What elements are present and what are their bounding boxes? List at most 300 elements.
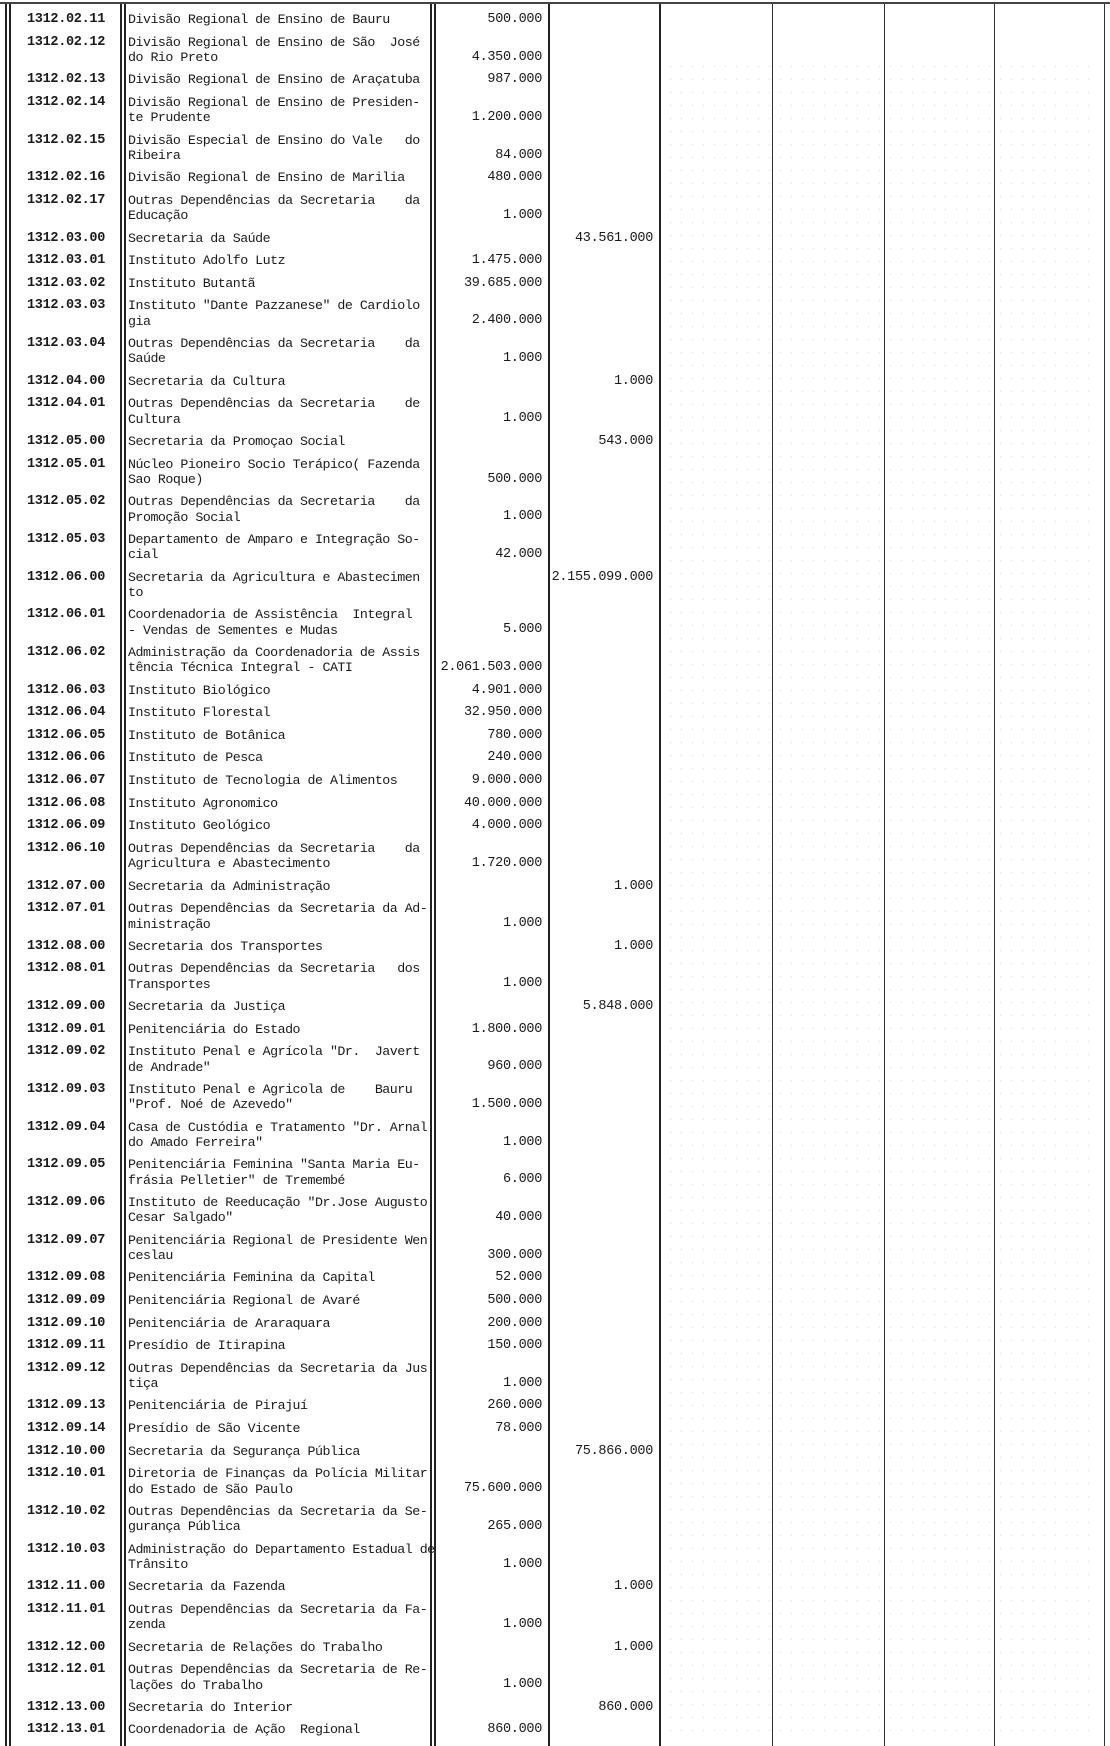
item-code: 1312.08.01 [26,961,105,977]
item-amount: 1.000 [502,1616,542,1632]
item-code: 1312.07.01 [26,901,105,917]
description-line: Instituto de Reeducação "Dr.Jose Augusto [128,1195,428,1211]
description-line: ceslau [128,1248,173,1264]
item-description [128,1195,428,1226]
table-row [0,958,1110,996]
table-row [0,1697,1110,1720]
item-code: 1312.10.01 [26,1466,105,1482]
item-description [128,396,428,427]
item-amount: 265.000 [487,1518,542,1534]
description-line: Instituto de Botânica [128,727,286,743]
description-line: Secretaria da Administração [128,878,330,894]
item-code: 1312.09.01 [26,1021,105,1037]
description-line: Outras Dependências da Secretaria da [128,192,420,208]
item-code: 1312.09.11 [26,1338,105,1354]
table-row [0,876,1110,899]
item-amount: 52.000 [495,1270,542,1286]
item-code: 1312.05.00 [26,433,105,449]
description-line: Secretaria da Justiça [128,999,286,1015]
item-amount: 1.200.000 [471,109,542,125]
item-description [128,1444,428,1459]
item-amount: 4.350.000 [471,49,542,65]
table-row [0,9,1110,32]
item-amount: 1.000 [502,916,542,932]
item-description [128,35,428,66]
item-amount: 39.685.000 [463,275,542,291]
item-code: 1312.11.01 [26,1601,105,1617]
item-amount: 1.000 [502,351,542,366]
table-row [0,680,1110,703]
item-amount: 987.000 [487,72,542,88]
item-description [128,193,428,224]
description-line: Ribeira [128,147,181,163]
description-line: Administração da Coordenadoria de Assis [128,645,420,660]
item-code: 1312.09.13 [26,1398,105,1414]
table-row [0,996,1110,1019]
description-line: to [128,585,143,601]
item-amount: 5.000 [502,622,542,638]
table-row [0,1041,1110,1079]
description-line: Divisão Regional de Ensino de Marilia [128,170,405,186]
description-line: Outras Dependências da Secretaria da Ad- [128,901,428,917]
description-line: frásia Pelletier" de Tremembé [128,1172,345,1188]
item-amount: 78.000 [495,1421,542,1437]
table-row [0,295,1110,333]
item-code: 1312.02.17 [26,192,105,208]
table-row [0,1019,1110,1042]
item-code: 1312.09.02 [26,1044,105,1060]
description-line: tência Técnica Integral - CATI [128,660,353,676]
item-description [128,1541,435,1573]
table-row [0,1079,1110,1117]
group-total: 860.000 [598,1699,653,1715]
table-row [0,1418,1110,1441]
description-line: Outras Dependências da Secretaria da [128,336,420,351]
description-line: Secretaria da Saúde [128,230,271,246]
table-row [0,1117,1110,1155]
item-description [128,1293,428,1308]
description-line: Secretaria da Fazenda [128,1579,286,1595]
table-row [0,454,1110,492]
description-line: Secretaria do Interior [128,1699,293,1715]
item-description [128,773,428,788]
group-total: 1.000 [613,1639,653,1655]
table-row [0,898,1110,936]
description-line: Secretaria da Promoçao Social [128,433,345,449]
description-line: cial [128,547,158,563]
item-amount: 1.500.000 [471,1096,542,1112]
item-amount: 4.901.000 [471,682,542,698]
item-description [128,1602,428,1633]
table-row [0,1395,1110,1418]
item-amount: 32.950.000 [463,705,542,721]
item-description [128,12,428,27]
description-line: do Rio Preto [128,50,218,65]
group-total: 43.561.000 [574,230,653,246]
item-code: 1312.09.14 [26,1421,105,1437]
description-line: Instituto Agronomico [128,795,278,811]
item-amount: 960.000 [487,1059,542,1075]
table-row [0,529,1110,567]
item-description [128,1157,428,1188]
group-total: 5.848.000 [582,999,653,1015]
item-code: 1312.07.00 [26,878,105,894]
item-code: 1312.03.01 [26,253,105,269]
item-amount: 500.000 [487,12,542,27]
item-code: 1312.09.10 [26,1315,105,1331]
item-description [128,901,428,932]
description-line: Outras Dependências da Secretaria de [128,396,420,412]
item-code: 1312.09.09 [26,1293,105,1308]
item-amount: 500.000 [487,471,542,487]
item-description [128,841,428,872]
description-line: gia [128,313,151,329]
item-amount: 2.061.503.000 [440,660,542,675]
table-row [0,491,1110,529]
item-amount: 260.000 [487,1398,542,1414]
item-description [128,1722,428,1737]
item-code: 1312.03.00 [26,230,105,246]
description-line: Transportes [128,976,211,992]
item-code: 1312.06.08 [26,795,105,811]
item-amount: 1.000 [502,1134,542,1150]
item-code: 1312.05.02 [26,494,105,510]
description-line: Outras Dependências da Secretaria da [128,494,420,510]
table-row [0,793,1110,816]
table-row [0,1335,1110,1358]
item-description [128,494,428,525]
description-line: Instituto Penal e Agricola de Bauru [128,1081,413,1097]
table-row [0,167,1110,190]
table-row [0,273,1110,296]
description-line: Instituto de Pesca [128,750,263,766]
item-code: 1312.06.09 [26,818,105,834]
table-row [0,1599,1110,1637]
table-row [0,92,1110,130]
item-description [128,1504,428,1535]
item-code: 1312.02.15 [26,132,105,148]
item-description [128,645,428,676]
item-code: 1312.02.16 [26,170,105,186]
item-description [128,1662,428,1693]
item-code: 1312.13.01 [26,1722,105,1738]
table-row [0,725,1110,748]
item-description [128,1022,428,1037]
group-total: 1.000 [613,878,653,894]
item-code: 1312.09.03 [26,1081,105,1097]
item-amount: 1.000 [502,1677,542,1693]
item-code: 1312.03.03 [26,298,105,314]
description-line: Penitenciária de Araraquara [128,1315,330,1331]
table-row [0,1441,1110,1464]
item-code: 1312.04.01 [26,396,105,412]
item-code: 1312.05.01 [26,456,105,472]
description-line: Outras Dependências da Secretaria da Jus [128,1360,428,1376]
item-amount: 1.000 [502,207,542,223]
description-line: - Vendas de Sementes e Mudas [128,622,338,638]
item-code: 1312.09.07 [26,1232,105,1248]
item-code: 1312.02.11 [26,12,105,27]
item-description [128,1338,428,1353]
item-description [128,728,428,743]
description-line: Penitenciária Feminina "Santa Maria Eu- [128,1157,420,1173]
item-description [128,1316,428,1331]
description-line: tiça [128,1376,158,1392]
table-row [0,936,1110,959]
description-line: Coordenadoria de Ação Regional [128,1722,360,1738]
item-description [128,532,428,563]
description-line: do Estado de São Paulo [128,1481,293,1497]
description-line: Casa de Custódia e Tratamento "Dr. Arnal [128,1119,428,1135]
item-description [128,796,428,811]
group-total: 75.866.000 [574,1443,653,1459]
item-amount: 780.000 [487,727,542,743]
description-line: Cesar Salgado" [128,1210,233,1226]
item-amount: 150.000 [487,1338,542,1354]
description-line: "Prof. Noé de Azevedo" [128,1097,293,1113]
item-code: 1312.10.02 [26,1503,105,1519]
item-amount: 1.000 [502,411,542,427]
table-row [0,371,1110,394]
item-code: 1312.10.03 [26,1541,105,1557]
item-code: 1312.05.03 [26,531,105,547]
description-line: Educação [128,208,188,224]
item-description [128,133,428,164]
table-row [0,32,1110,70]
item-description [128,1361,428,1392]
description-line: Instituto Penal e Agrícola "Dr. Javert [128,1044,420,1060]
item-amount: 860.000 [487,1722,542,1738]
item-code: 1312.09.04 [26,1119,105,1135]
item-description [128,961,428,992]
table-row [0,604,1110,642]
item-code: 1312.02.12 [26,34,105,50]
item-amount: 75.600.000 [463,1481,542,1497]
table-row [0,1313,1110,1336]
table-row [0,431,1110,454]
description-line: Agricultura e Abastecimento [128,856,330,872]
description-line: Divisão Regional de Ensino de Araçatuba [128,72,420,88]
item-description [128,705,428,720]
item-amount: 2.400.000 [471,313,542,329]
item-amount: 1.000 [502,976,542,992]
item-code: 1312.12.00 [26,1639,105,1655]
table-row [0,130,1110,168]
item-code: 1312.06.02 [26,645,105,660]
description-line: Divisão Regional de Ensino de São José [128,34,420,50]
item-amount: 40.000 [495,1210,542,1226]
description-line: Penitenciária do Estado [128,1021,301,1037]
table-row [0,190,1110,228]
item-amount: 500.000 [487,1293,542,1308]
table-row [0,1154,1110,1192]
table-row [0,1463,1110,1501]
table-row [0,69,1110,92]
item-description [128,1700,428,1715]
description-line: Instituto Florestal [128,705,271,721]
description-line: Sao Roque) [128,471,203,487]
item-description [128,1270,428,1285]
item-description [128,170,428,185]
description-line: Departamento de Amparo e Integração So- [128,531,420,547]
table-row [0,1501,1110,1539]
table-row [0,1230,1110,1268]
description-line: zenda [128,1617,166,1633]
description-line: ministração [128,916,211,932]
item-description [128,1579,428,1594]
item-code: 1312.06.01 [26,607,105,623]
item-amount: 300.000 [487,1247,542,1263]
item-description [128,683,428,698]
item-amount: 240.000 [487,750,542,766]
description-line: gurança Pública [128,1519,241,1535]
item-code: 1312.09.00 [26,999,105,1015]
item-code: 1312.06.05 [26,727,105,743]
item-description [128,750,428,765]
group-total: 2.155.099.000 [551,569,653,585]
item-description [128,374,428,389]
item-amount: 6.000 [502,1172,542,1188]
description-line: Outras Dependências da Secretaria de Re- [128,1662,428,1678]
item-amount: 1.720.000 [471,855,542,871]
description-line: Núcleo Pioneiro Socio Terápico( Fazenda [128,456,420,472]
table-row [0,228,1110,251]
description-line: Secretaria dos Transportes [128,938,323,954]
table-row [0,1637,1110,1660]
item-code: 1312.06.07 [26,773,105,789]
item-description [128,95,428,126]
item-description [128,276,428,291]
item-amount: 1.000 [502,1556,542,1572]
item-description [128,253,428,268]
item-amount: 9.000.000 [471,773,542,789]
item-code: 1312.08.00 [26,938,105,954]
description-line: Penitenciária Regional de Presidente Wen [128,1232,428,1248]
description-line: Secretaria da Segurança Pública [128,1443,360,1459]
table-row [0,1192,1110,1230]
item-description [128,818,428,833]
top-rule [0,2,1110,4]
table-row [0,1267,1110,1290]
description-line: Secretaria de Relações do Trabalho [128,1639,383,1655]
item-code: 1312.04.00 [26,373,105,389]
description-line: Secretaria da Agricultura e Abastecimen [128,569,420,585]
table-row [0,815,1110,838]
item-description [128,1233,428,1264]
item-amount: 40.000.000 [463,795,542,811]
table-row [0,333,1110,371]
item-description [128,72,428,87]
description-line: Promoção Social [128,509,241,525]
item-code: 1312.11.00 [26,1579,105,1595]
item-code: 1312.10.00 [26,1443,105,1459]
description-line: Instituto Biológico [128,682,271,698]
description-line: Diretoria de Finanças da Polícia Militar [128,1466,428,1482]
item-description [128,1466,428,1497]
item-amount: 84.000 [495,147,542,163]
item-code: 1312.06.06 [26,750,105,766]
description-line: te Prudente [128,110,211,126]
description-line: Saúde [128,351,166,367]
item-code: 1312.09.06 [26,1195,105,1211]
description-line: lações do Trabalho [128,1677,263,1693]
item-code: 1312.06.00 [26,569,105,585]
description-line: Penitenciária de Pirajuí [128,1398,308,1414]
item-description [128,1421,428,1436]
description-line: Outras Dependências da Secretaria da [128,840,420,856]
table-row [0,1358,1110,1396]
group-total: 543.000 [598,433,653,449]
description-line: Cultura [128,411,181,427]
item-code: 1312.06.03 [26,682,105,698]
table-row [0,642,1110,680]
item-amount: 1.000 [502,1375,542,1391]
group-total: 1.000 [613,373,653,389]
item-description [128,570,428,601]
table-row [0,747,1110,770]
item-description [128,298,428,329]
description-line: Presídio de São Vicente [128,1421,301,1437]
item-description [128,1082,428,1113]
item-description [128,1044,428,1075]
description-line: Divisão Especial de Ensino do Vale do [128,132,420,148]
description-line: Administração do Departamento Estadual de [128,1541,435,1557]
description-line: Outras Dependências da Secretaria da Se- [128,1503,428,1519]
description-line: Instituto Geológico [128,818,271,834]
description-line: Instituto "Dante Pazzanese" de Cardiolo [128,298,420,314]
item-code: 1312.06.10 [26,840,105,856]
item-description [128,457,428,488]
item-description [128,1640,428,1655]
group-total: 1.000 [613,938,653,954]
item-code: 1312.06.04 [26,705,105,721]
description-line: Divisão Regional de Ensino de Presiden- [128,94,420,110]
item-amount: 42.000 [495,546,542,562]
item-description [128,999,428,1014]
description-line: Divisão Regional de Ensino de Bauru [128,12,390,27]
item-description [128,1120,428,1151]
item-code: 1312.02.14 [26,94,105,110]
table-row [0,1576,1110,1599]
table-row [0,1539,1110,1577]
description-line: Outras Dependências da Secretaria dos [128,961,420,977]
item-description [128,231,428,246]
table-row [0,1719,1110,1742]
item-description [128,939,428,954]
table-row [0,1659,1110,1697]
item-amount: 480.000 [487,170,542,186]
item-code: 1312.09.08 [26,1270,105,1286]
table-row [0,393,1110,431]
item-code: 1312.12.01 [26,1662,105,1678]
description-line: Instituto de Tecnologia de Alimentos [128,773,398,789]
item-code: 1312.09.12 [26,1360,105,1376]
item-description [128,607,428,638]
description-line: Instituto Adolfo Lutz [128,253,286,269]
description-line: Coordenadoria de Assistência Integral [128,607,413,623]
description-line: Penitenciária Feminina da Capital [128,1270,375,1286]
description-line: de Andrade" [128,1059,211,1075]
description-line: Penitenciária Regional de Avaré [128,1293,360,1308]
item-amount: 1.475.000 [471,253,542,269]
table-row [0,567,1110,605]
item-description [128,1398,428,1413]
description-line: Outras Dependências da Secretaria da Fa- [128,1601,428,1617]
description-line: Trânsito [128,1557,188,1573]
item-description [128,434,428,449]
item-description [128,879,428,894]
description-line: do Amado Ferreira" [128,1135,263,1151]
